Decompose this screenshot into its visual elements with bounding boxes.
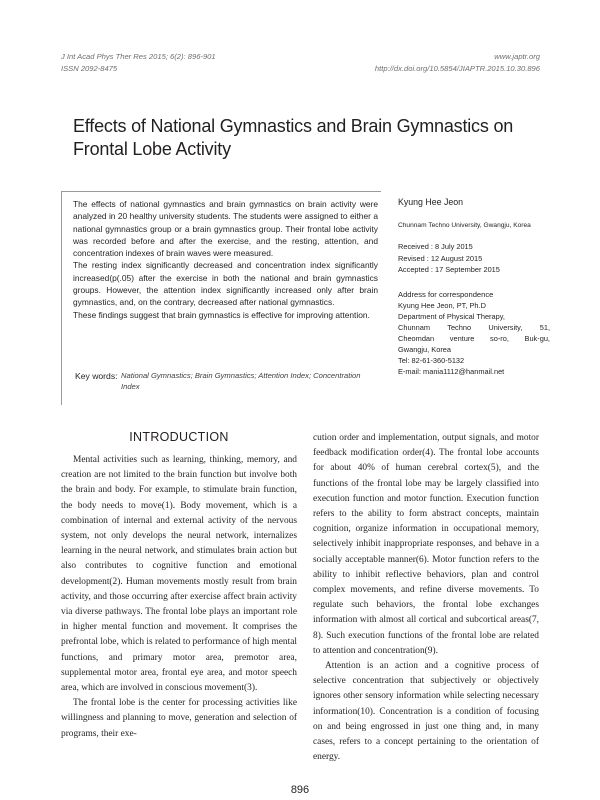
journal-header-left [61,51,216,75]
page-number: 896 [290,784,310,796]
correspondence-tel: Tel: 82-61-360-5132 [398,355,465,365]
journal-website[interactable]: www.japtr.org [494,52,540,61]
doi-link[interactable]: http://dx.doi.org/10.5854/JIAPTR.2015.10.30.896 [374,64,540,73]
correspondence-email[interactable]: E-mail: mania1112@hanmail.net [398,366,505,376]
correspondence-dept: Department of Physical Therapy, [398,311,505,321]
correspondence-line: Gwangju, Korea [398,344,451,354]
journal-citation: J Int Acad Phys Ther Res 2015; 6(2): 896-901 [61,52,216,61]
correspondence-title: Address for correspondence [398,289,494,299]
abstract-paragraph: The effects of national gymnastics and brain gymnastics on brain activity were analyzed in 20 healthy university students. The students were assigned to either a national gymnastics group or a brain gymnastics group. Their frontal lobe activity was recorded before and after the exercise, and the resting, attention, and concentration indexes of brain waves were measured. [73,199,378,259]
author-name: Kyung Hee Jeon [398,197,464,207]
article-dates [398,241,550,276]
section-heading-introduction: INTRODUCTION [129,430,229,444]
revised-date: Revised : 12 August 2015 [398,253,483,263]
abstract [73,198,378,321]
author-affiliation: Chunnam Techno University, Gwangju, Korea [398,222,531,229]
received-date: Received : 8 July 2015 [398,242,473,251]
body-paragraph: Attention is an action and a cognitive process of selective concentration that subjectively or objectively ignores other sensory information while selecting necessary information(10). Concentration is a condition of focusing on and being engrossed in just one thing and, in many cases, refers to a concept pertaining to the orientation of energy. [313,661,539,763]
body-paragraph: Mental activities such as learning, thinking, memory, and creation are not limited to the brain function but involve both the brain and body. For example, to stimulate brain function, the body needs to move(1). Body movement, which is a combination of internal and external activity of the nervous system, not only develops the neural network, internalizes learning in the neural network, and stimulates brain action but also contributes to cognitive function and emotional development(2). Human movements mostly result from brain activity, and those occurring after exercise affect brain activity via diverse pathways. The frontal lobe plays an important role in higher mental function and movement. It comprises the prefrontal lobe, which is related to performance of high mental functions, and primary motor area, premotor area, supplemental motor area, frontal eye area, and motor speech area, which are involved in conscious movement(3). [61,455,297,694]
abstract-paragraph: These findings suggest that brain gymnastics is effective for improving attention. [73,309,370,320]
correspondence-name: Kyung Hee Jeon, PT, Ph.D [398,300,486,310]
issn: ISSN 2092-8475 [61,64,118,73]
correspondence-line: Chunnam Techno University, 51, [398,322,550,332]
journal-header-right [375,51,540,75]
body-paragraph: The frontal lobe is the center for processing activities like willingness and planning to move, generation and selection of programs, their exe- [61,698,297,739]
keywords-label: Key words: [75,371,118,381]
abstract-paragraph: The resting index significantly decreased and concentration index significantly increased(p(.05) after the exercise in both the national and brain gymnastics groups. However, the attention index significantly increased only after brain gymnastics, and, on the contrary, decreased after national gymnastics. [73,260,378,308]
body-paragraph: cution order and implementation, output signals, and motor feedback modification order(4). The frontal lobe accounts for about 40% of human cerebral cortex(5), and the functions of the frontal lobe may be largely classified into execution function and motor function. Execution function refers to the ability to form abstract concepts, maintain cognition, organize information in occupational memory, selectively inhibit inappropriate responses, and behave in a socially acceptable manner(6). Motor function refers to the ability to inhibit reflective behaviors, plan and control complex movements, and refine diverse movements. To regulate such behaviors, the frontal lobe exchanges information with almost all cortical and subcortical areas(7, 8). Such execution functions of the frontal lobe are related to attention and concentration(9). [313,433,539,656]
body-column-left [61,453,297,742]
body-column-right [313,431,539,765]
paper-title: Effects of National Gymnastics and Brain Gymnastics on Frontal Lobe Activity [73,116,514,159]
author-sidebar [398,196,550,377]
accepted-date: Accepted : 17 September 2015 [398,265,500,274]
keywords-text: National Gymnastics; Brain Gymnastics; Attention Index; Concentration Index [121,371,361,391]
correspondence-address [398,300,550,377]
correspondence-line: Cheomdan venture so-ro, Buk-gu, [398,333,550,343]
